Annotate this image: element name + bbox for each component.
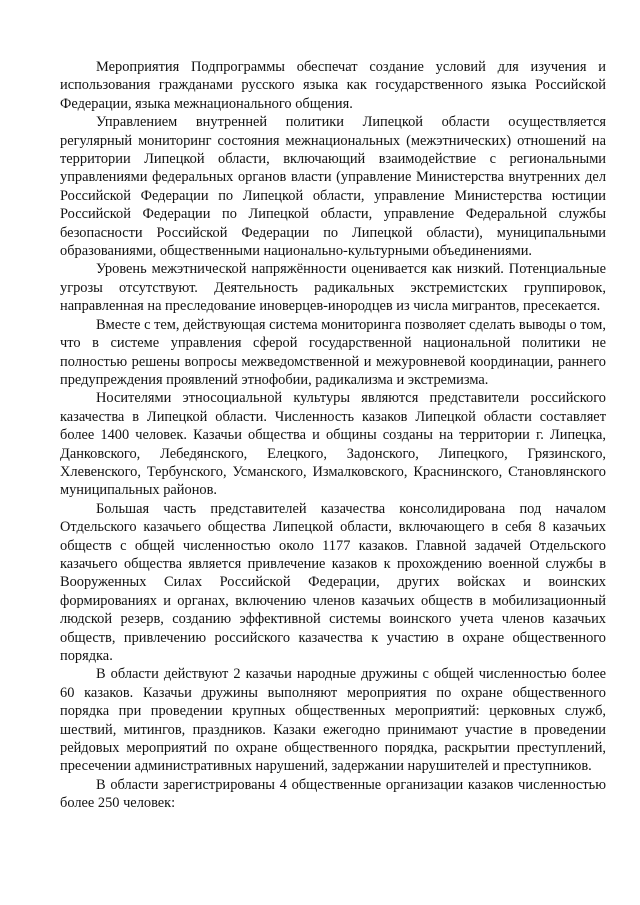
paragraph-cossack-culture: Носителями этносоциальной культуры являются представители российского казачества в Липецкой области. Численность казаков Липецкой области составляет более 1400 человек. Казачьи общества и общины созданы на территории г. Липецка, Данковского, Лебедянского, Елецкого, Задонского, Липецкого, Грязинского, Хлевенского, Тербунского, Усманского, Измалковского, Краснинского, Становлянского муниципальных районов. [60, 390, 606, 499]
paragraph-monitoring-conclusions: Вместе с тем, действующая система мониторинга позволяет сделать выводы о том, что в системе управления сферой государственной национальной политики не полностью решены вопросы межведомственной и межуровневой координации, раннего предупреждения проявлений этнофобии, радикализма и экстремизма. [60, 316, 606, 388]
paragraph-cossack-society: Большая часть представителей казачества консолидирована под началом Отдельского казачьего общества Липецкой области, включающего в себя 8 казачьих обществ с общей численностью около 1177 казаков. Главной задачей Отдельского казачьего общества является привлечение казаков к прохождению военной службы в Вооруженных Силах Российской Федерации, других войсках и воинских формированиях и органах, включению членов казачьих обществ в мобилизационный людской резерв, созданию эффективной системы воинского учета членов казачьих обществ, привлечению российского казачества к участию в охране общественного порядка. [60, 500, 606, 664]
paragraph-public-organizations: В области зарегистрированы 4 общественные организации казаков численностью более 250 человек: [60, 776, 606, 812]
paragraph-monitoring: Управлением внутренней политики Липецкой области осуществляется регулярный мониторинг состояния межнациональных (межэтнических) отношений на территории Липецкой области, включающий взаимодействие с региональными управлениями федеральных органов власти (управление Министерства внутренних дел Российской Федерации по Липецкой области, управление Министерства юстиции Российской Федерации по Липецкой области, управление Федеральной службы безопасности Российской Федерации по Липецкой области), муниципальными образованиями, общественными национально-культурными объединениями. [60, 114, 606, 260]
paragraph-cossack-squads: В области действуют 2 казачьи народные дружины с общей численностью более 60 казаков. Казачьи дружины выполняют мероприятия по охране общественного порядка при проведении крупных общественных мероприятий: церковных служб, шествий, митингов, праздников. Казаки ежегодно принимают участие в проведении рейдовых мероприятий по охране общественного порядка, раскрытии преступлений, пресечении административных нарушений, задержании нарушителей и преступников. [60, 666, 606, 775]
paragraph-tension-level: Уровень межэтнической напряжённости оценивается как низкий. Потенциальные угрозы отсутствуют. Деятельность радикальных экстремистских группировок, направленная на преследование иноверцев-инородцев из числа мигрантов, пресекается. [60, 261, 606, 315]
paragraph-russian-language: Мероприятия Подпрограммы обеспечат создание условий для изучения и использования гражданами русского языка как государственного языка Российской Федерации, языка межнационального общения. [60, 59, 606, 112]
